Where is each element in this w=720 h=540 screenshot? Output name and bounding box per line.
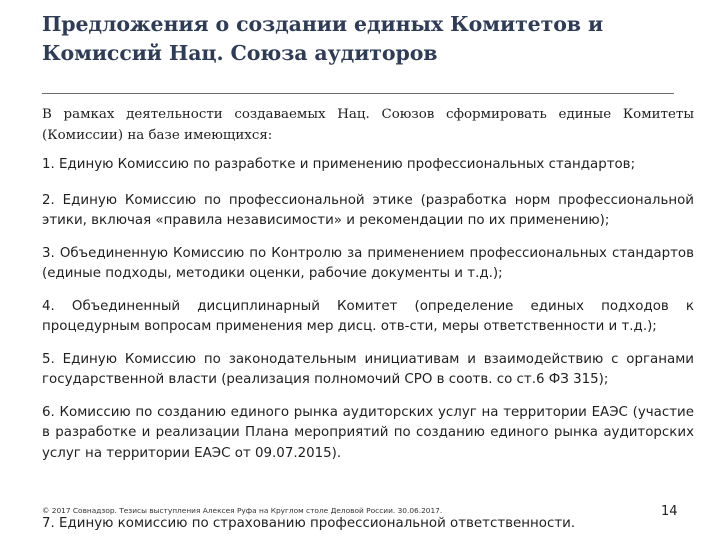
list-item-1: 1. Единую Комиссию по разработке и применению профессиональных стандартов; [42,157,636,172]
intro-text: В рамках деятельности создаваемых Нац. Союзов сформировать единые Комитеты (Комиссии) на базе имеющихся: [42,107,694,143]
page-number: 14 [661,504,678,519]
list-item-6: 6. Комиссию по созданию единого рынка аудиторских услуг на территории ЕАЭС (участие в разработке и реализации Плана мероприятий по созданию единого рынка аудиторских услуг на территории ЕАЭС от 09.07.2015). [42,404,694,461]
list-item-3: 3. Объединенную Комиссию по Контролю за применением профессиональных стандартов (единые подходы, методики оценки, рабочие документы и т.д.); [42,245,694,281]
footer-copyright: © 2017 Совнадзор. Тезисы выступления Алексея Руфа на Круглом столе Деловой России. 30.06.2017. [42,506,443,515]
list-item-2: 2. Единую Комиссию по профессиональной этике (разработка норм профессиональной этики, включая «правила независимости» и рекомендации по их применению); [42,192,694,228]
slide-title: Предложения о создании единых Комитетов и Комиссий Нац. Союза аудиторов [42,12,604,65]
title-divider [42,93,674,94]
list-item-5: 5. Единую Комиссию по законодательным инициативам и взаимодействию с органами государственной власти (реализация полномочий СРО в соотв. со ст.6 ФЗ 315); [42,351,694,387]
list-item-7: 7. Единую комиссию по страхованию профессиональной ответственности. [42,516,576,531]
slide-body [42,104,694,476]
list-item-4: 4. Объединенный дисциплинарный Комитет (определение единых подходов к процедурным вопросам применения мер дисц. отв-сти, меры ответственности и т.д.); [42,298,694,334]
